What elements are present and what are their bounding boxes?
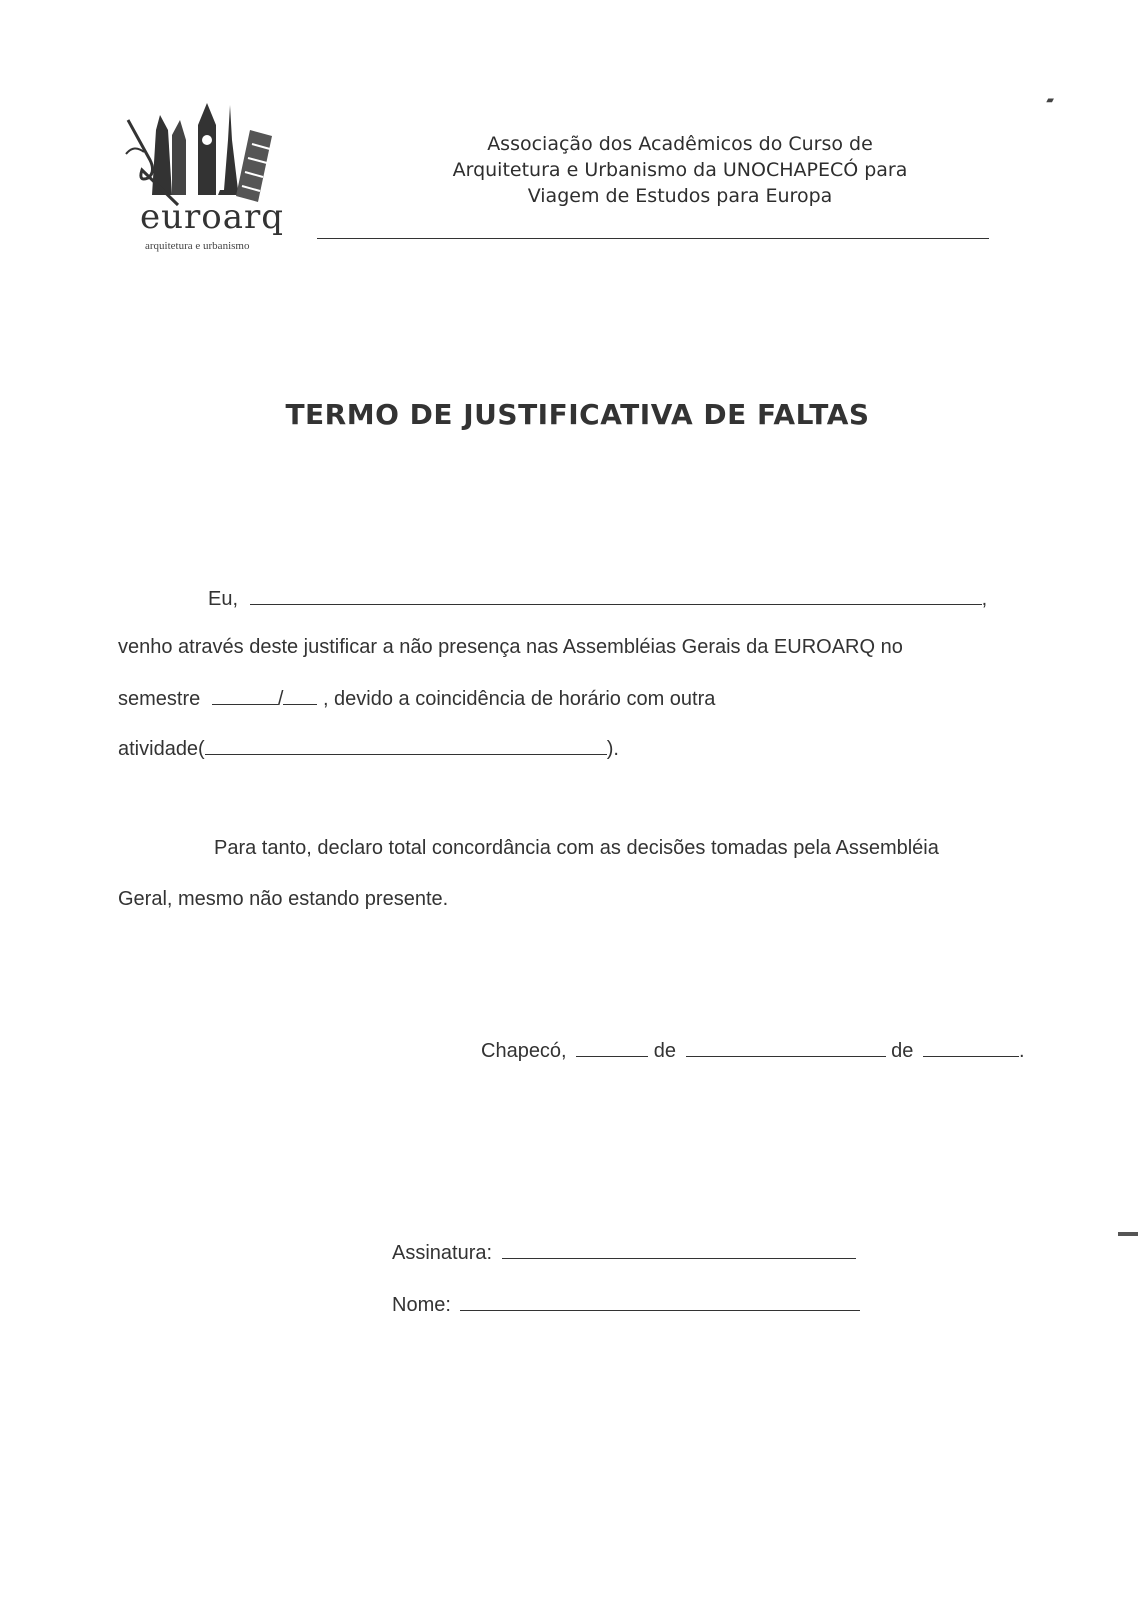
agreement-line-2: Geral, mesmo não estando presente. — [118, 888, 449, 910]
semestre-label: semestre — [118, 688, 201, 710]
month-blank[interactable] — [686, 1038, 886, 1057]
de-label-2: de — [891, 1040, 914, 1062]
organization-header — [420, 131, 940, 209]
semester-slash: / — [277, 688, 284, 710]
assinatura-label: Assinatura: — [392, 1242, 493, 1264]
date-line — [481, 1038, 1025, 1063]
eu-comma: , — [981, 588, 988, 610]
city-label: Chapecó, — [481, 1040, 567, 1062]
activity-line — [118, 736, 619, 761]
agreement-line: Para tanto, declaro total concordância com as decisões tomadas pela Assembléia — [214, 837, 939, 859]
header-divider — [317, 238, 989, 239]
logo-wordmark: euroarq — [140, 197, 285, 237]
signature-line — [392, 1240, 856, 1265]
atividade-end: ). — [606, 738, 619, 760]
activity-blank[interactable] — [205, 736, 607, 755]
date-end: . — [1018, 1040, 1025, 1062]
landmarks-logo-graphic — [120, 100, 290, 210]
nome-label: Nome: — [392, 1294, 451, 1316]
semester-line — [118, 686, 715, 711]
scan-speck: ▰ — [1046, 95, 1054, 106]
name-line — [392, 1292, 860, 1317]
eu-label: Eu, — [208, 588, 239, 610]
de-label-1: de — [653, 1040, 676, 1062]
year-blank[interactable] — [923, 1038, 1019, 1057]
name-blank[interactable] — [250, 586, 982, 605]
org-line-2: Arquitetura e Urbanismo da UNOCHAPECÓ para — [452, 159, 908, 181]
document-title: TERMO DE JUSTIFICATIVA DE FALTAS — [285, 398, 870, 431]
scan-edge-mark — [1118, 1232, 1138, 1236]
signature-blank[interactable] — [502, 1240, 856, 1259]
justification-line: venho através deste justificar a não presença nas Assembléias Gerais da EUROARQ no — [118, 636, 903, 658]
semestre-rest: , devido a coincidência de horário com outra — [322, 688, 716, 710]
semester-year-blank[interactable] — [283, 686, 317, 705]
eu-line — [208, 586, 987, 611]
org-line-3: Viagem de Estudos para Europa — [527, 185, 833, 207]
printed-name-blank[interactable] — [460, 1292, 860, 1311]
atividade-label: atividade( — [118, 738, 205, 760]
logo-subtitle: arquitetura e urbanismo — [145, 240, 250, 252]
org-line-1: Associação dos Acadêmicos do Curso de — [487, 133, 873, 155]
day-blank[interactable] — [576, 1038, 648, 1057]
semester-number-blank[interactable] — [212, 686, 278, 705]
